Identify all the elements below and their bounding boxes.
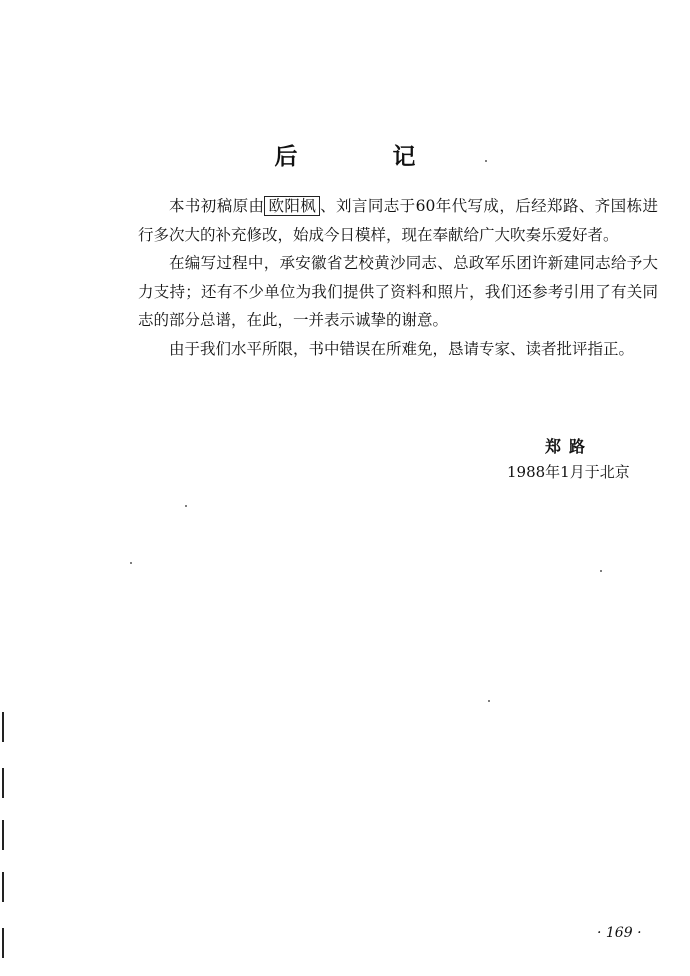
scan-margin-mark <box>2 768 4 798</box>
scan-speck <box>600 570 602 572</box>
afterword-body <box>138 192 658 363</box>
paragraph-1 <box>138 192 658 249</box>
paragraph-1-start: 本书初稿原由 <box>169 197 265 215</box>
scan-speck <box>488 700 490 702</box>
boxed-name: 欧阳枫 <box>264 196 320 216</box>
signature-date: 1988年1月于北京 <box>507 463 630 481</box>
scan-margin-mark <box>2 928 4 958</box>
scan-margin-mark <box>2 712 4 742</box>
page-number: · 169 · <box>597 925 642 941</box>
scan-speck <box>185 505 187 507</box>
scan-margin-mark <box>2 872 4 902</box>
signature-name: 郑路 <box>545 437 594 456</box>
page-title <box>0 138 690 171</box>
scan-speck <box>130 562 132 564</box>
paragraph-1-rest: 、刘言同志于60年代写成，后经郑路、齐国栋进行多次大的补充修改，始成今日模样，现在奉献给广大吹奏乐爱好者。 <box>138 197 658 244</box>
paragraph-3: 由于我们水平所限，书中错误在所难免，恳请专家、读者批评指正。 <box>169 339 635 358</box>
title-char-1: 后 <box>274 144 298 170</box>
scan-margin-mark <box>2 820 4 850</box>
title-char-2: 记 <box>392 144 416 170</box>
paragraph-2: 在编写过程中，承安徽省艺校黄沙同志、总政军乐团许新建同志给予大力支持；还有不少单位为我们提供了资料和照片，我们还参考引用了有关同志的部分总谱，在此，一并表示诚挚的谢意。 <box>138 254 658 329</box>
scan-speck <box>485 160 487 162</box>
